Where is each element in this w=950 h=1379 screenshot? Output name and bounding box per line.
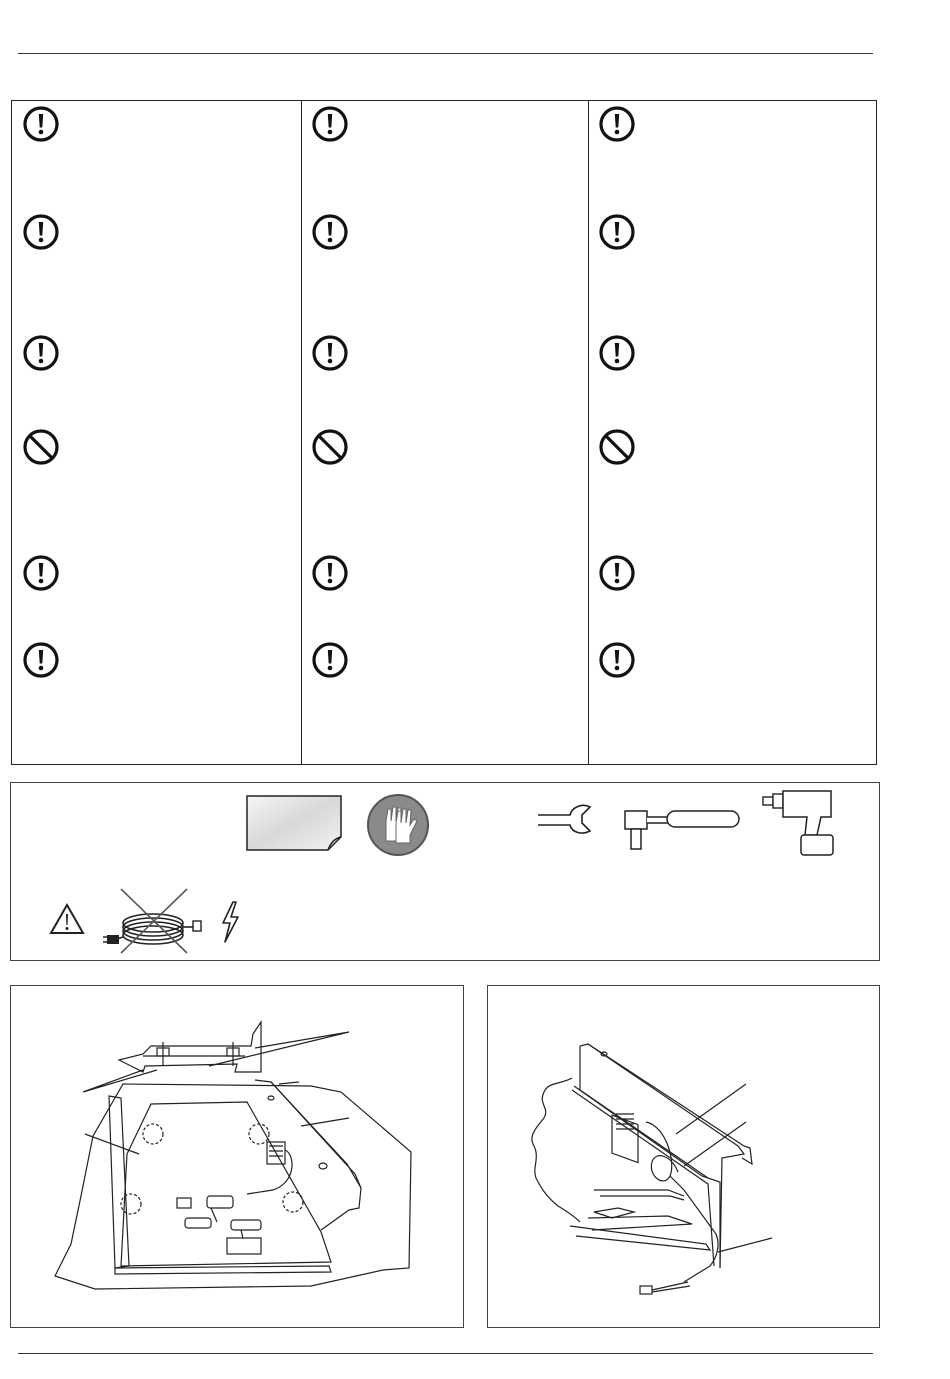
exclamation-icon	[311, 334, 349, 372]
power-drill-icon	[761, 787, 835, 859]
exclamation-icon	[598, 641, 636, 679]
exclamation-icon	[22, 554, 60, 592]
header-rule	[18, 53, 873, 54]
socket-driver-icon	[623, 805, 743, 851]
exclamation-icon	[22, 641, 60, 679]
instruction-sheet-icon	[246, 795, 342, 851]
protective-gloves-icon	[366, 793, 430, 857]
electric-shock-icon	[219, 901, 241, 943]
exclamation-icon	[22, 334, 60, 372]
prohibition-icon	[598, 428, 636, 466]
exclamation-icon	[598, 334, 636, 372]
wrench-icon	[536, 803, 600, 839]
footer-rule	[18, 1353, 873, 1354]
exclamation-icon	[311, 554, 349, 592]
prohibition-icon	[311, 428, 349, 466]
hood-mounting-figure	[10, 985, 464, 1328]
exclamation-icon	[22, 105, 60, 143]
hood-wiring-drawing	[488, 986, 879, 1327]
exclamation-icon	[311, 213, 349, 251]
column-divider	[301, 101, 302, 764]
warning-grid	[11, 100, 877, 765]
tools-panel	[10, 782, 880, 961]
warning-triangle-icon	[49, 903, 85, 935]
exclamation-icon	[311, 641, 349, 679]
exclamation-icon	[311, 105, 349, 143]
hood-mounting-drawing	[11, 986, 463, 1327]
exclamation-icon	[598, 554, 636, 592]
exclamation-icon	[598, 105, 636, 143]
column-divider	[588, 101, 589, 764]
exclamation-icon	[598, 213, 636, 251]
hood-wiring-figure	[487, 985, 880, 1328]
prohibition-icon	[22, 428, 60, 466]
unplugged-cable-icon	[103, 887, 203, 955]
exclamation-icon	[22, 213, 60, 251]
